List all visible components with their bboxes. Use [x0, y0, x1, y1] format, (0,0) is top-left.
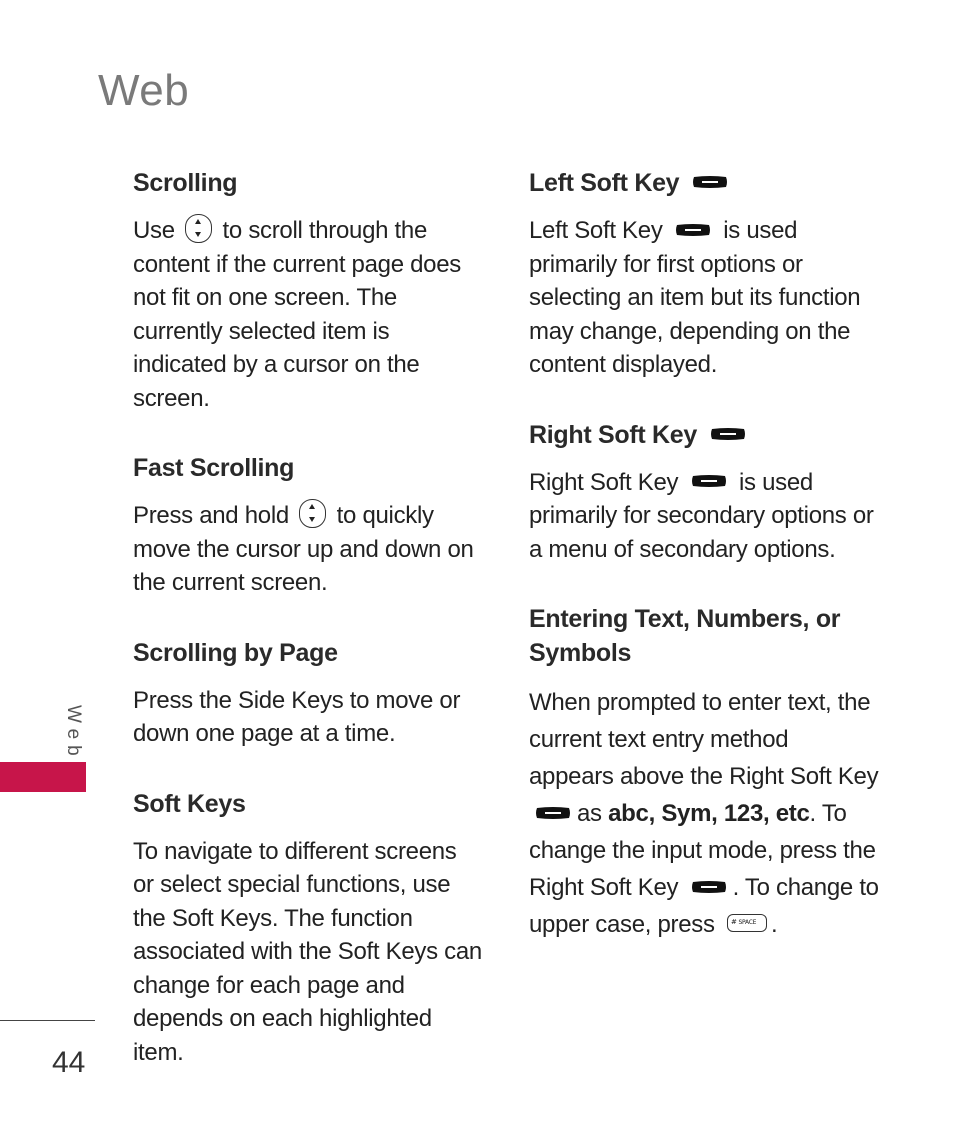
right-soft-key-heading-text: Right Soft Key [529, 420, 698, 449]
scrolling-text [133, 214, 483, 415]
right-soft-key-icon [535, 806, 571, 820]
space-key-label: # SPACE [731, 917, 757, 926]
scrolling-heading: Scrolling [133, 169, 238, 197]
left-column [133, 166, 483, 1093]
page-number: 44 [52, 1046, 86, 1079]
left-soft-key-icon [692, 175, 728, 189]
left-soft-key-text [529, 214, 879, 382]
fast-scrolling-text-start: Press and hold [133, 502, 289, 529]
up-down-navigation-key-icon [185, 214, 212, 243]
right-soft-key-icon [691, 474, 727, 488]
left-soft-key-icon [675, 223, 711, 237]
soft-keys-text: To navigate to different screens or select special functions, use the Soft Keys. The function associated with the Soft Keys can change for each page and depends on each highlighted item. [133, 837, 482, 1066]
section-tab-marker [0, 762, 86, 792]
right-soft-key-icon [710, 427, 746, 441]
right-soft-key-text [529, 466, 879, 567]
entering-text-part4: . To change to upper case, press [529, 874, 879, 938]
input-modes-list: abc, Sym, 123, etc [608, 800, 810, 827]
entering-text-heading: Entering Text, Numbers, or Symbols [529, 605, 841, 667]
page-title: Web [98, 66, 190, 115]
scrolling-by-page-heading: Scrolling by Page [133, 638, 338, 667]
left-soft-key-heading [529, 166, 879, 200]
right-soft-key-icon [691, 880, 727, 894]
left-soft-key-text-start: Left Soft Key [529, 217, 663, 244]
right-soft-key-text-end: is used primarily for secondary options or a menu of secondary options. [529, 468, 874, 563]
entering-text-part2: as [577, 800, 602, 827]
space-key-text: SPACE [738, 918, 757, 926]
scrolling-text-end: to scroll through the content if the current page does not fit on one screen. The currently selected item is indicated by a cursor on the screen. [133, 217, 461, 412]
scrolling-text-start: Use [133, 217, 175, 244]
side-section-label: Web [63, 705, 84, 762]
soft-keys-heading: Soft Keys [133, 789, 246, 818]
fast-scrolling-heading: Fast Scrolling [133, 454, 295, 482]
entering-text-part3: . To change the input mode, press the Right Soft Key [529, 800, 876, 901]
fast-scrolling-text [133, 499, 483, 600]
entering-text-part1: When prompted to enter text, the current text entry method appears above the Right Soft Key [529, 689, 879, 790]
fast-scrolling-text-end: to quickly move the cursor up and down on the current screen. [133, 502, 474, 596]
right-soft-key-heading [529, 418, 879, 452]
right-column [529, 166, 879, 967]
footer-divider [0, 1020, 95, 1021]
entering-text-part5: . [771, 911, 778, 938]
up-down-navigation-key-icon [299, 499, 326, 528]
scrolling-by-page-text: Press the Side Keys to move or down one page at a time. [133, 686, 461, 747]
left-soft-key-text-end: is used primarily for first options or selecting an item but its function may change, depending on the content displayed. [529, 217, 861, 378]
left-soft-key-heading-text: Left Soft Key [529, 169, 680, 197]
right-soft-key-text-start: Right Soft Key [529, 468, 679, 496]
pound-space-key-icon [727, 914, 767, 932]
entering-text-paragraph [529, 684, 879, 943]
